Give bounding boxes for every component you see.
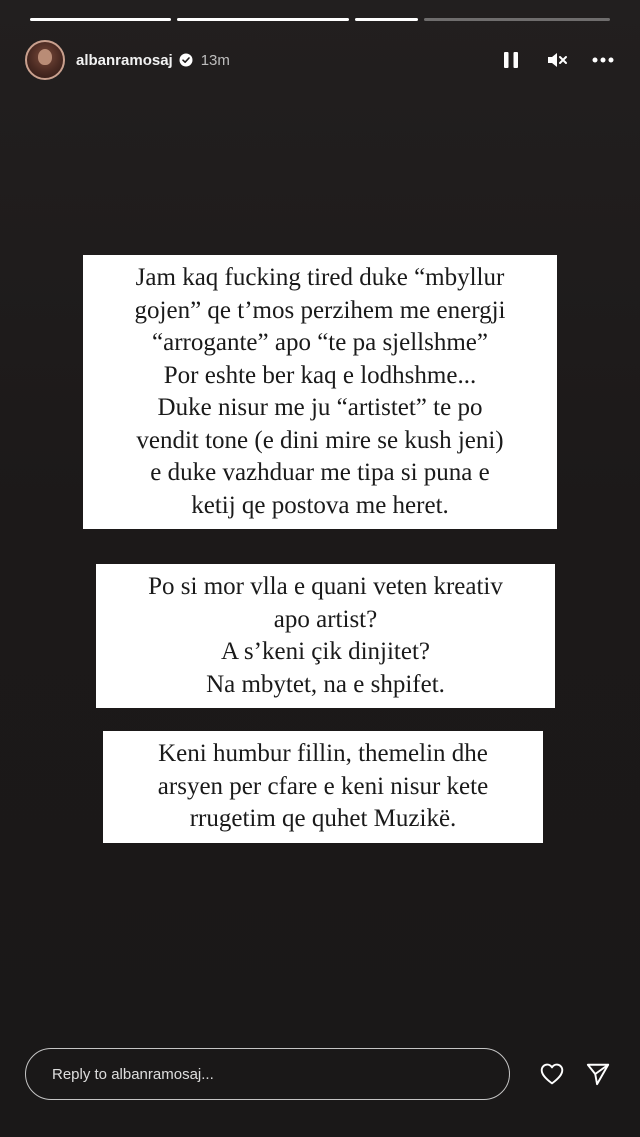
progress-segment: [424, 18, 610, 21]
heart-icon[interactable]: [540, 1062, 564, 1086]
story-progress-bar: [30, 18, 610, 21]
pause-icon[interactable]: [499, 48, 523, 72]
mute-icon[interactable]: [545, 48, 569, 72]
story-header: [25, 38, 615, 82]
avatar[interactable]: [25, 40, 65, 80]
text-line: apo artist?: [273, 605, 378, 633]
progress-segment: [30, 18, 171, 21]
progress-segment: [177, 18, 349, 21]
text-line: vendit tone (e dini mire se kush jeni): [136, 426, 504, 454]
reply-placeholder: Reply to albanramosaj...: [52, 1065, 214, 1083]
text-line: Por eshte ber kaq e lodhshme...: [163, 361, 477, 389]
post-time: 13m: [200, 51, 230, 69]
text-line: gojen” qe t’mos perzihem me energji: [134, 296, 506, 324]
reply-input[interactable]: [25, 1048, 510, 1100]
text-line: e duke vazhduar me tipa si puna e: [150, 459, 490, 486]
more-icon[interactable]: [591, 48, 615, 72]
progress-segment: [355, 18, 418, 21]
footer-actions: [540, 1062, 615, 1086]
story-text-block: [103, 731, 543, 843]
text-line: ketij qe postova me heret.: [191, 491, 449, 519]
text-line: Keni humbur fillin, themelin dhe: [158, 740, 488, 767]
text-line: rrugetim qe quhet Muzikë.: [189, 805, 457, 832]
text-line: “arrogante” apo “te pa sjellshme”: [152, 329, 488, 356]
story-text-block: [96, 564, 555, 708]
text-line: Jam kaq fucking tired duke “mbyllur: [135, 264, 505, 291]
header-actions: [499, 48, 615, 72]
progress-fill: [177, 18, 349, 21]
story-text-block: [83, 255, 557, 529]
verified-badge-icon: [179, 53, 193, 67]
progress-fill: [30, 18, 171, 21]
text-line: Na mbytet, na e shpifet.: [206, 670, 445, 698]
username[interactable]: albanramosaj: [76, 51, 173, 69]
story-footer: [25, 1046, 615, 1102]
text-line: arsyen per cfare e keni nisur kete: [157, 772, 489, 800]
text-line: Po si mor vlla e quani veten kreativ: [148, 573, 503, 600]
send-icon[interactable]: [586, 1062, 610, 1086]
progress-fill: [355, 18, 418, 21]
text-line: A s’keni çik dinjitet?: [221, 638, 430, 665]
text-line: Duke nisur me ju “artistet” te po: [157, 394, 483, 421]
